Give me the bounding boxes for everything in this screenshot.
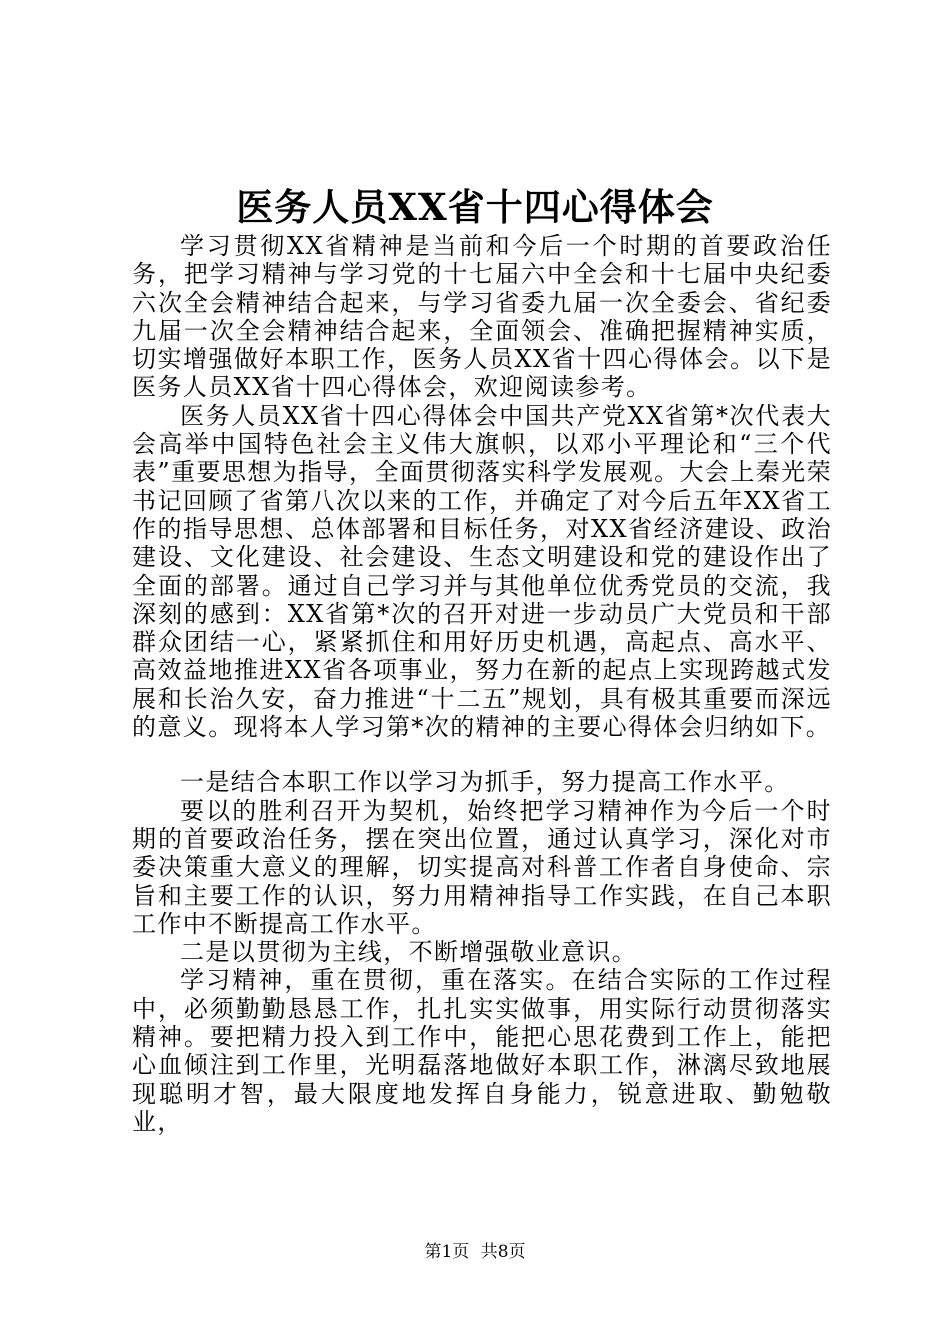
document-body xyxy=(132,232,832,1136)
document-title: 医务人员XX省十四心得体会 xyxy=(236,185,714,229)
section-heading-two: 二是以贯彻为主线，不断增强敬业意识。 xyxy=(180,938,638,967)
paragraph-intro: 学习贯彻XX省精神是当前和今后一个时期的首要政治任务，把学习精神与学习党的十七届六中全会和十七届中央纪委六次全会精神结合起来，与学习省委九届一次全委会、省纪委九届一次全会精神结合起来，全面领会、准确把握精神实质，切实增强做好本职工作，医务人员XX省十四心得体会。以下是医务人员XX省十四心得体会，欢迎阅读参考。 xyxy=(132,232,832,402)
paragraph-main: 医务人员XX省十四心得体会中国共产党XX省第*次代表大会高举中国特色社会主义伟大旗帜，以邓小平理论和“三个代表”重要思想为指导，全面贯彻落实科学发展观。大会上秦光荣书记回顾了省第八次以来的工作，并确定了对今后五年XX省工作的指导思想、总体部署和目标任务，对XX省经济建设、政治建设、文化建设、社会建设、生态文明建设和党的建设作出了全面的部署。通过自己学习并与其他单位优秀党员的交流，我深刻的感到：XX省第*次的召开对进一步动员广大党员和干部群众团结一心，紧紧抓住和用好历史机遇，高起点、高水平、高效益地推进XX省各项事业，努力在新的起点上实现跨越式发展和长治久安，奋力推进“十二五”规划，具有极其重要而深远的意义。现将本人学习第*次的精神的主要心得体会归纳如下。 xyxy=(132,401,832,742)
paragraph-section-two: 学习精神，重在贯彻，重在落实。在结合实际的工作过程中，必须勤勤恳恳工作，扎扎实实做事，用实际行动贯彻落实精神。要把精力投入到工作中，能把心思花费到工作上，能把心血倾注到工作里，光明磊落地做好本职工作，淋漓尽致地展现聪明才智，最大限度地发挥自身能力，锐意进取、勤勉敬业， xyxy=(132,966,832,1136)
page-total: 共8页 xyxy=(480,1242,526,1262)
page-footer xyxy=(0,1241,950,1263)
section-heading-one: 一是结合本职工作以学习为抓手，努力提高工作水平。 xyxy=(180,768,790,797)
paragraph-section-one: 要以的胜利召开为契机，始终把学习精神作为今后一个时期的首要政治任务，摆在突出位置，通过认真学习，深化对市委决策重大意义的理解，切实提高对科普工作者自身使命、宗旨和主要工作的认识，努力用精神指导工作实践，在自己本职工作中不断提高工作水平。 xyxy=(132,796,832,938)
page-number: 第1页 xyxy=(424,1242,470,1262)
